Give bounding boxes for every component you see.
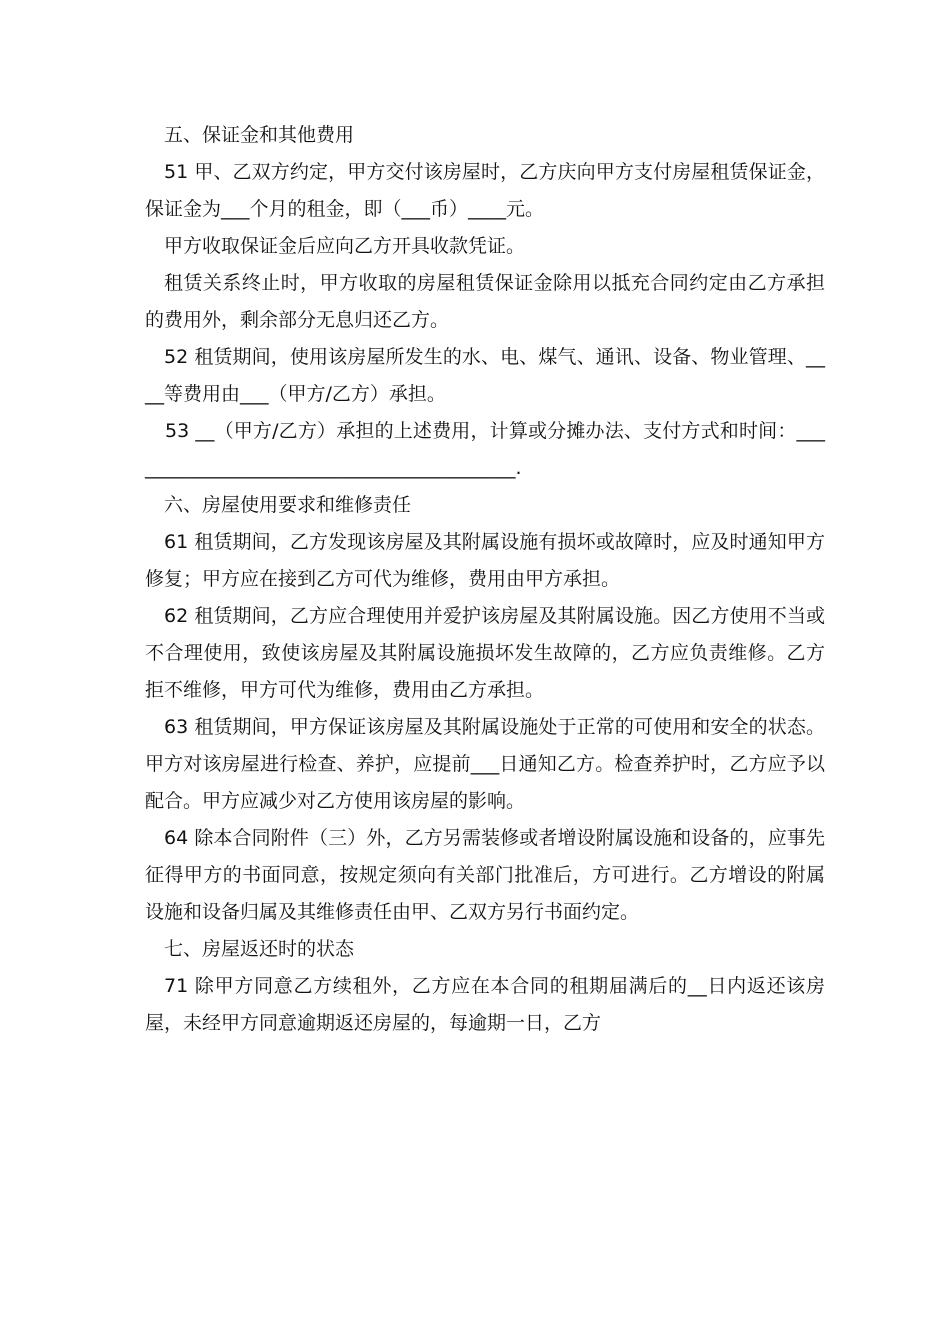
clause-6-3: 63 租赁期间，甲方保证该房屋及其附属设施处于正常的可使用和安全的状态。甲方对该房屋进行检查、养护，应提前___日通知乙方。检查养护时，乙方应予以配合。甲方应减少对乙方使用该房屋的影响。 <box>145 716 825 812</box>
document-body <box>145 117 825 1042</box>
paragraph-receipt: 甲方收取保证金后应向乙方开具收款凭证。 <box>164 235 526 257</box>
clause-5-3: 53 __（甲方/乙方）承担的上述费用，计算或分摊办法、支付方式和时间：__________________________________________. <box>145 420 825 479</box>
clause-6-4: 64 除本合同附件（三）外，乙方另需装修或者增设附属设施和设备的，应事先征得甲方的书面同意，按规定须向有关部门批准后，方可进行。乙方增设的附属设施和设备归属及其维修责任由甲、乙双方另行书面约定。 <box>145 827 825 923</box>
section-heading-deposit: 五、保证金和其他费用 <box>164 124 355 146</box>
paragraph-deposit-return: 租赁关系终止时，甲方收取的房屋租赁保证金除用以抵充合同约定由乙方承担的费用外，剩余部分无息归还乙方。 <box>145 272 825 331</box>
clause-7-1: 71 除甲方同意乙方续租外，乙方应在本合同的租期届满后的__日内返还该房屋，未经甲方同意逾期返还房屋的，每逾期一日，乙方 <box>145 975 825 1034</box>
section-heading-return-state: 七、房屋返还时的状态 <box>164 938 355 960</box>
clause-5-1: 51 甲、乙双方约定，甲方交付该房屋时，乙方庆向甲方支付房屋租赁保证金，保证金为___个月的租金，即（___币）____元。 <box>145 161 825 220</box>
clause-6-1: 61 租赁期间，乙方发现该房屋及其附属设施有损坏或故障时，应及时通知甲方修复；甲方应在接到乙方可代为维修，费用由甲方承担。 <box>145 531 825 590</box>
clause-6-2: 62 租赁期间，乙方应合理使用并爱护该房屋及其附属设施。因乙方使用不当或不合理使用，致使该房屋及其附属设施损坏发生故障的，乙方应负责维修。乙方拒不维修，甲方可代为维修，费用由乙方承担。 <box>145 605 825 701</box>
clause-5-2: 52 租赁期间，使用该房屋所发生的水、电、煤气、通讯、设备、物业管理、____等费用由___（甲方/乙方）承担。 <box>145 346 825 405</box>
section-heading-use-repair: 六、房屋使用要求和维修责任 <box>164 494 412 516</box>
